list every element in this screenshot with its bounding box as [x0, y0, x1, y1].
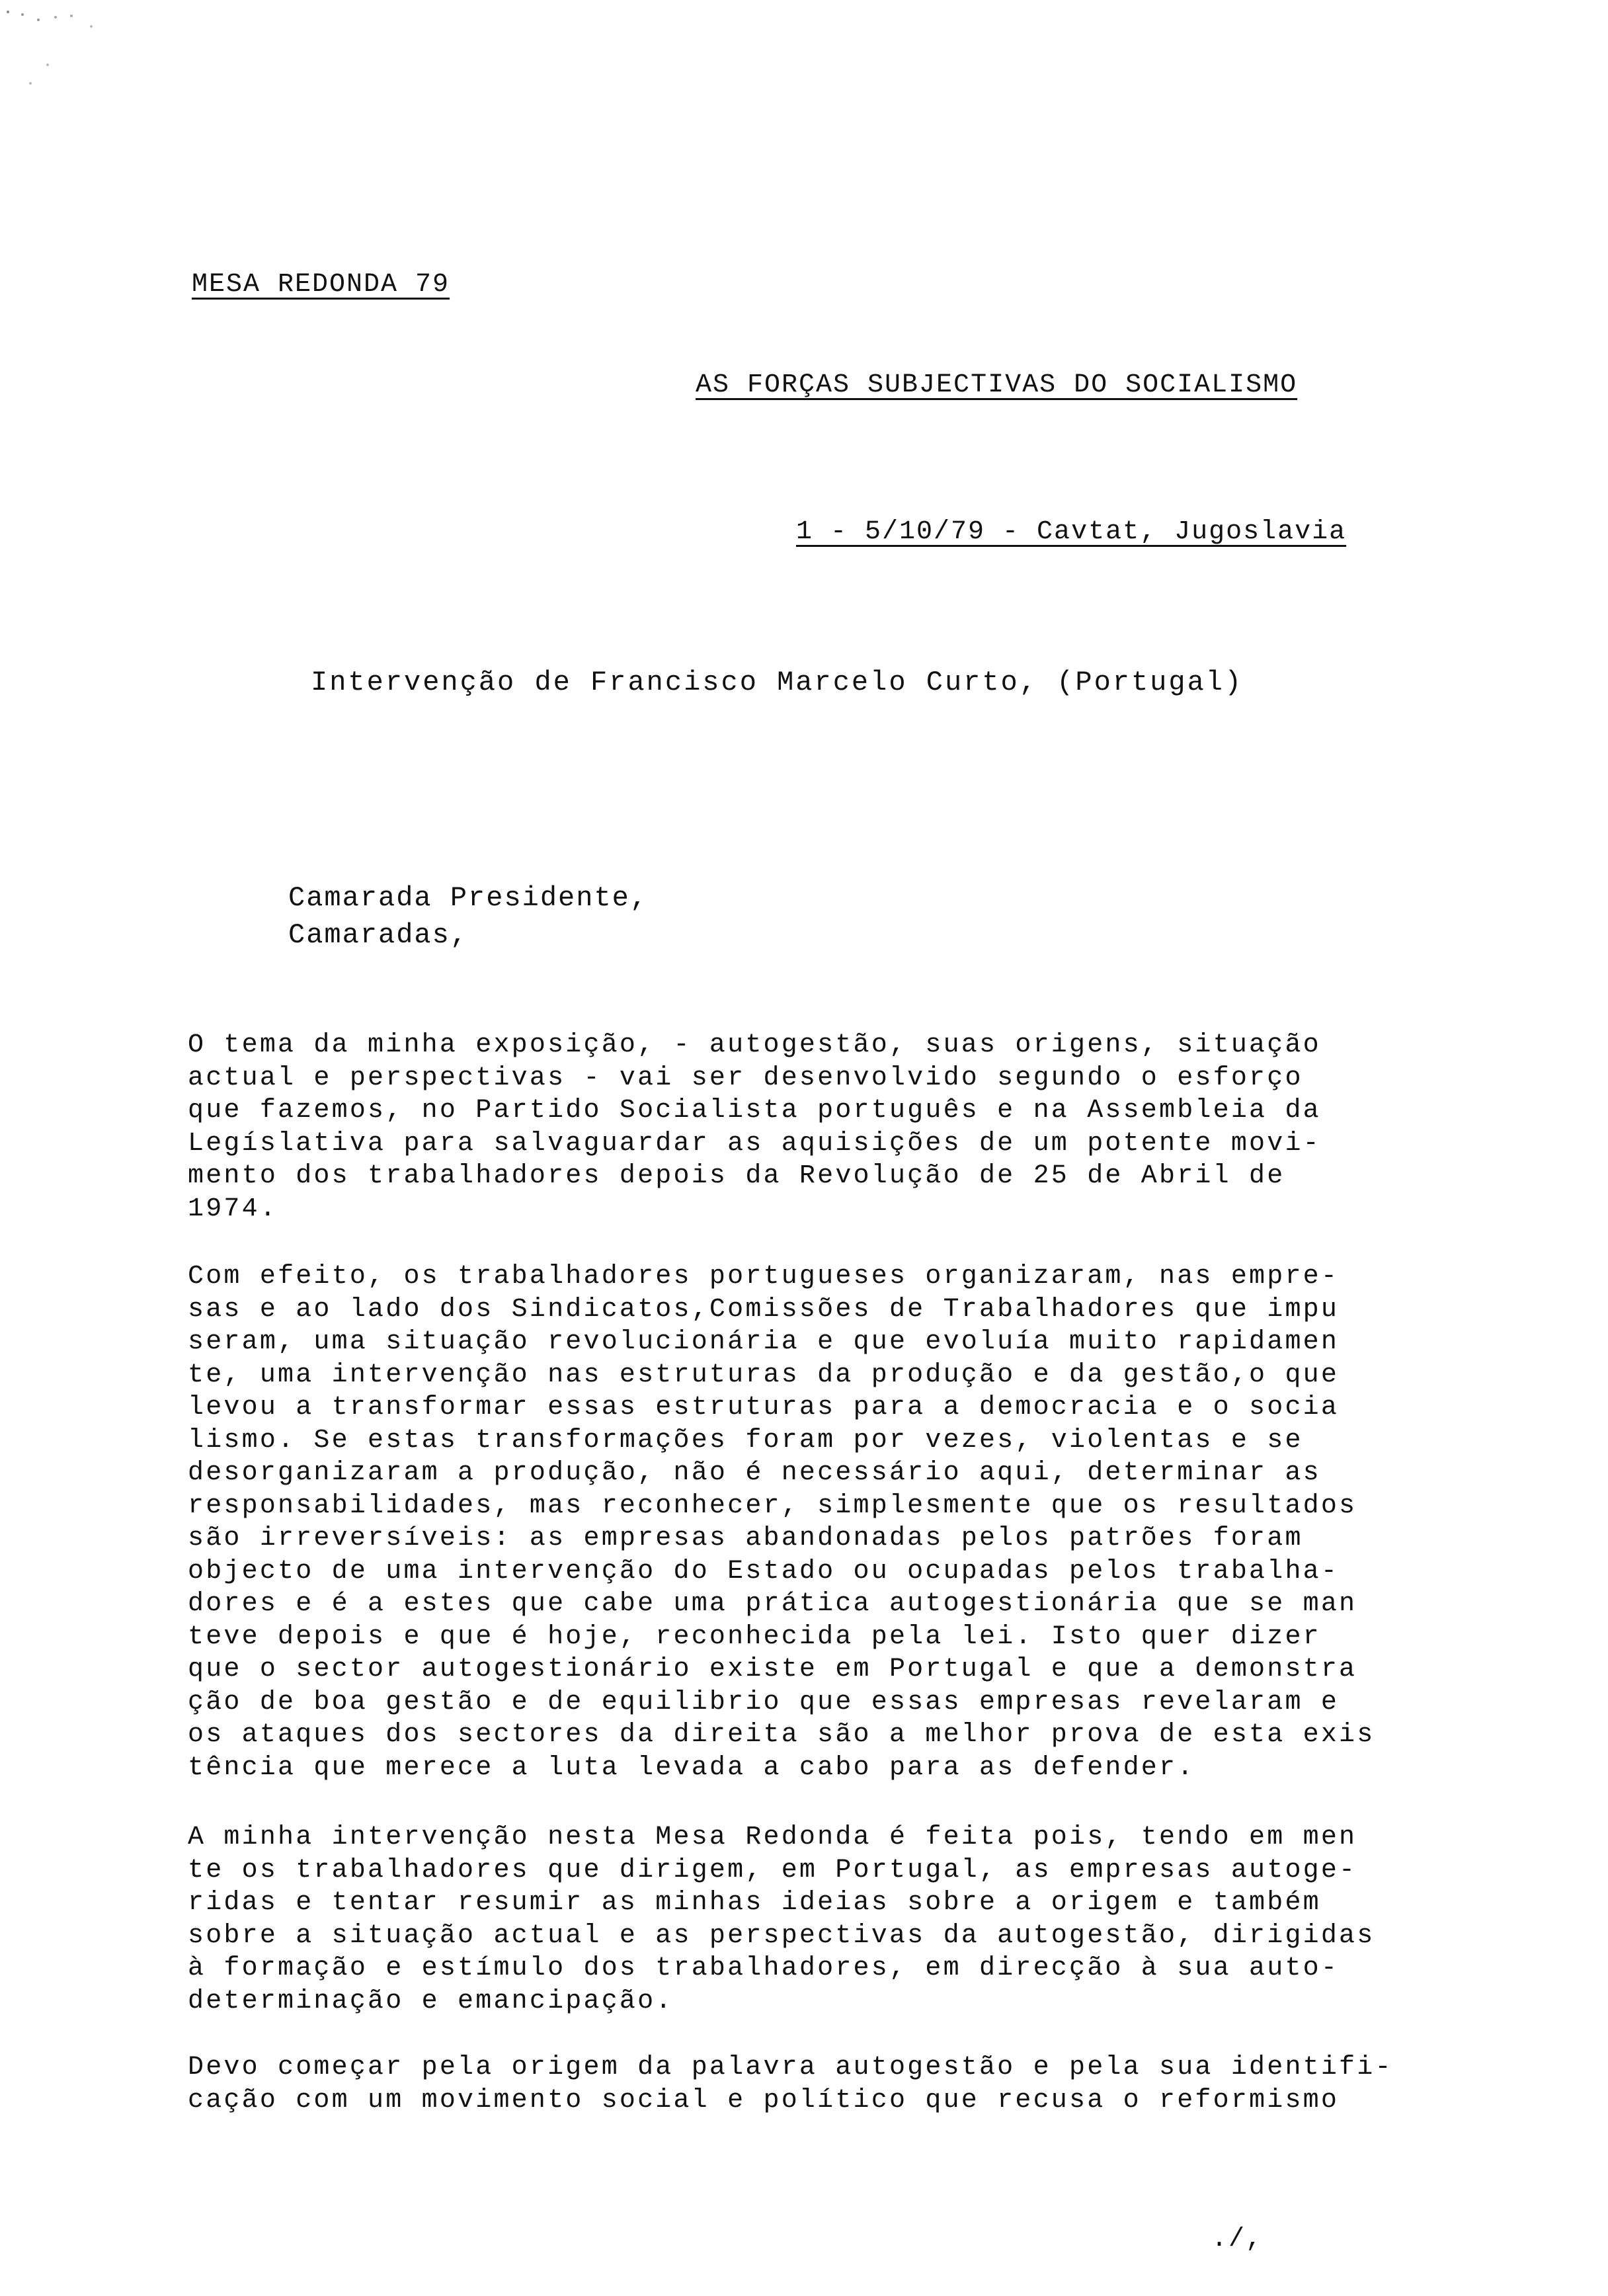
paragraph-line: são irreversíveis: as empresas abandonadas pelos patrões foram — [188, 1524, 1303, 1553]
paragraph-line: ridas e tentar resumir as minhas ideias sobre a origem e também — [188, 1888, 1321, 1918]
paragraph-line: tência que merece a luta levada a cabo para as defender. — [188, 1752, 1195, 1783]
paragraph-line: responsabilidades, mas reconhecer, simplesmente que os resultados — [188, 1491, 1357, 1521]
continuation-mark: ./, — [1211, 2225, 1264, 2254]
paragraph-line: 1974. — [188, 1194, 278, 1224]
paragraph-line: sobre a situação actual e as perspectivas da autogestão, dirigidas — [188, 1920, 1375, 1951]
scan-specks — [0, 0, 132, 106]
paragraph-line: te, uma intervenção nas estruturas da produção e da gestão,o que — [188, 1360, 1340, 1390]
paragraph-4 — [188, 2051, 1530, 2117]
paragraph-line: dores e é a estes que cabe uma prática autogestionária que se man — [188, 1589, 1357, 1619]
paragraph-line: actual e perspectivas - vai ser desenvolvido segundo o esforço — [188, 1063, 1303, 1093]
paragraph-line: os ataques dos sectores da direita são a melhor prova de esta exis — [188, 1720, 1375, 1750]
paragraph-line: mento dos trabalhadores depois da Revolução de 25 de Abril de — [188, 1161, 1285, 1191]
paragraph-line: levou a transformar essas estruturas para a democracia e o socia — [188, 1393, 1340, 1422]
paragraph-line: à formação e estímulo dos trabalhadores, em direcção à sua auto- — [188, 1953, 1340, 1983]
paragraph-line: Legíslativa para salvaguardar as aquisições de um potente movi- — [188, 1128, 1321, 1159]
speaker-line: Intervenção de Francisco Marcelo Curto, (Portugal) — [311, 667, 1244, 698]
paragraph-line: cação com um movimento social e político que recusa o reformismo — [188, 2085, 1340, 2115]
paragraph-line: O tema da minha exposição, - autogestão, suas origens, situação — [188, 1030, 1321, 1060]
paragraph-2 — [188, 1260, 1530, 1784]
paragraph-line: que fazemos, no Partido Socialista português e na Assembleia da — [188, 1096, 1321, 1126]
theme-title: AS FORÇAS SUBJECTIVAS DO SOCIALISMO — [696, 370, 1298, 400]
salutation-line-1: Camarada Presidente, — [288, 882, 649, 914]
paragraph-line: A minha intervenção nesta Mesa Redonda é feita pois, tendo em men — [188, 1823, 1357, 1852]
paragraph-line: seram, uma situação revolucionária e que evoluía muito rapidamen — [188, 1327, 1340, 1357]
paragraph-line: objecto de uma intervenção do Estado ou ocupadas pelos trabalha- — [188, 1556, 1340, 1586]
paragraph-line: determinação e emancipação. — [188, 1986, 674, 2016]
paragraph-line: desorganizaram a produção, não é necessário aqui, determinar as — [188, 1458, 1321, 1488]
paragraph-line: Devo começar pela origem da palavra autogestão e pela sua identifi- — [188, 2053, 1393, 2082]
salutation-line-2: Camaradas, — [288, 919, 469, 951]
paragraph-line: te os trabalhadores que dirigem, em Portugal, as empresas autoge- — [188, 1855, 1357, 1885]
date-place: 1 - 5/10/79 - Cavtat, Jugoslavia — [796, 517, 1347, 547]
paragraph-line: sas e ao lado dos Sindicatos,Comissões de Trabalhadores que impu — [188, 1294, 1340, 1325]
paragraph-line: teve depois e que é hoje, reconhecida pela lei. Isto quer dizer — [188, 1621, 1321, 1652]
meeting-title: MESA REDONDA 79 — [192, 270, 450, 300]
paragraph-line: ção de boa gestão e de equilibrio que essas empresas revelaram e — [188, 1687, 1340, 1717]
paragraph-line: Com efeito, os trabalhadores portugueses organizaram, nas empre- — [188, 1262, 1340, 1292]
paragraph-line: lismo. Se estas transformações foram por vezes, violentas e se — [188, 1425, 1303, 1456]
paragraph-line: que o sector autogestionário existe em Portugal e que a demonstra — [188, 1655, 1357, 1684]
paragraph-3 — [188, 1821, 1530, 2018]
paragraph-1 — [188, 1029, 1530, 1225]
